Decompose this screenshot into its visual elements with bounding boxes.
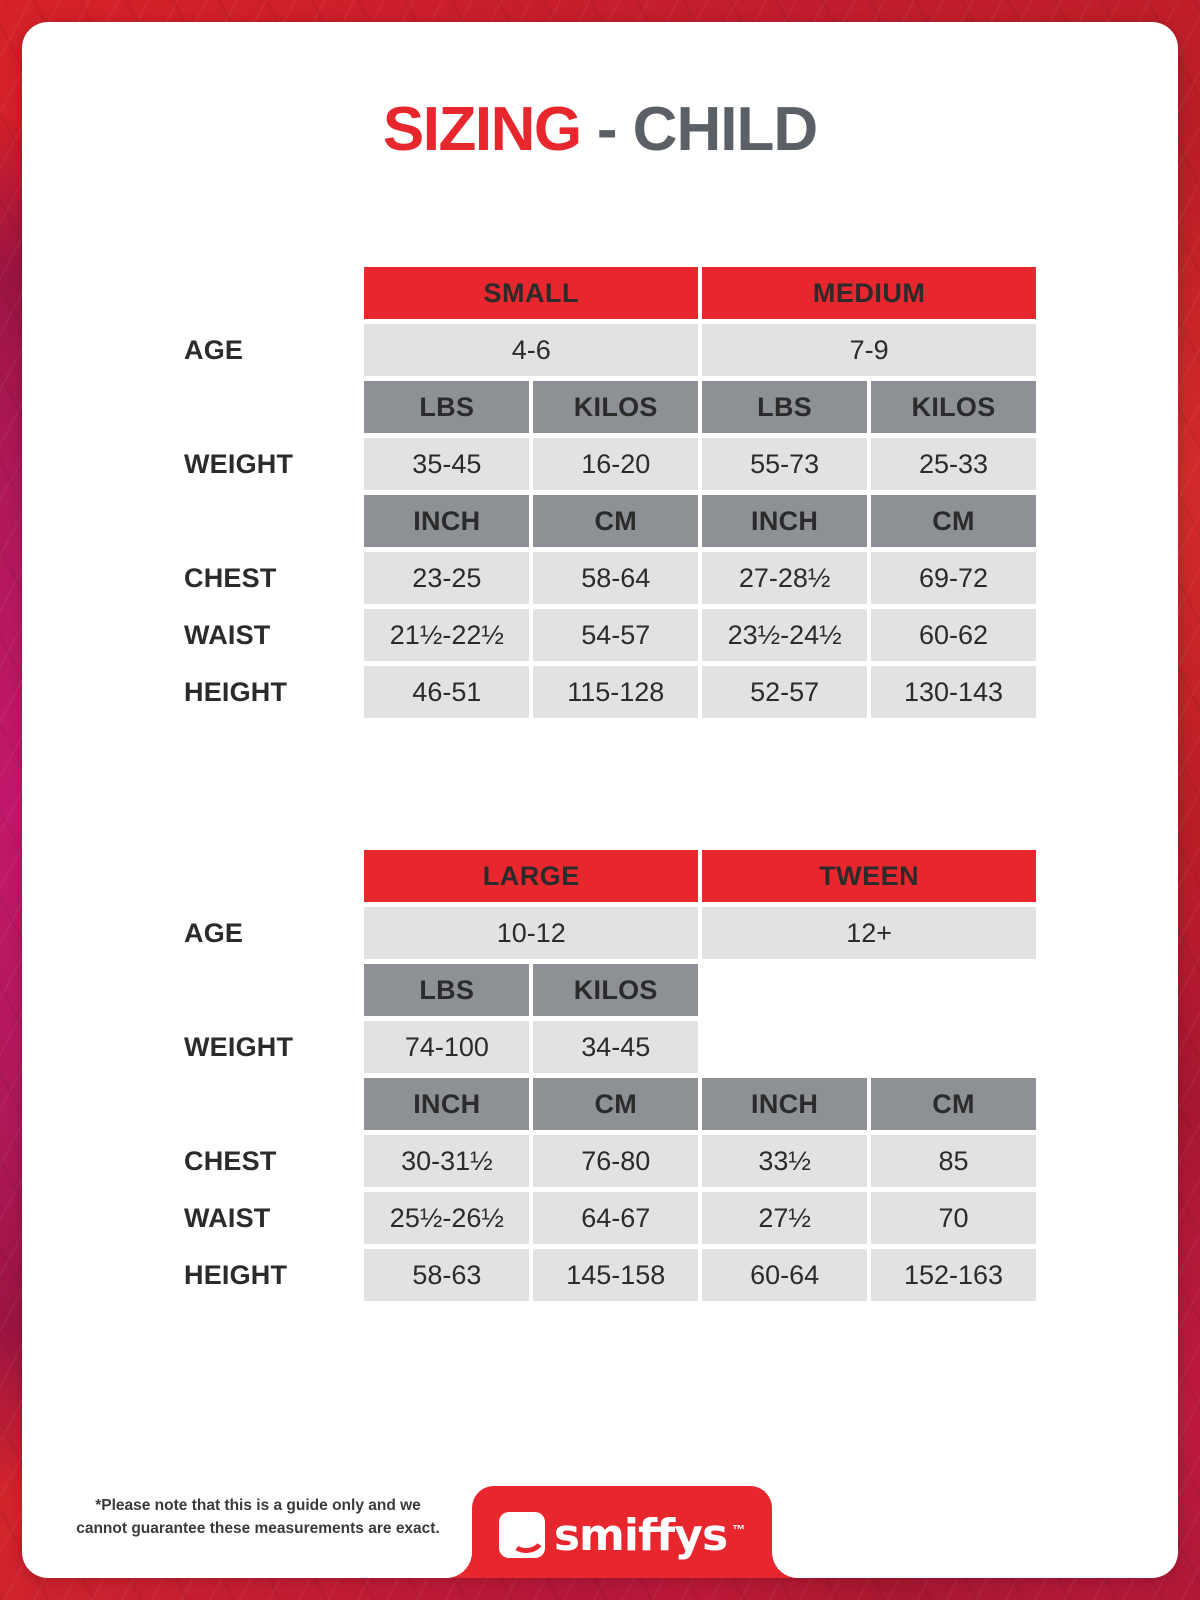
age-large: 10-12	[364, 907, 698, 959]
unit-header-cm-large: CM	[533, 1078, 698, 1130]
size-header-large: LARGE	[364, 850, 698, 902]
smile-icon	[499, 1512, 545, 1558]
weight-medium-kilos: 25-33	[871, 438, 1036, 490]
sizing-table-small-medium	[170, 262, 1040, 723]
weight-large-lbs: 74-100	[364, 1021, 529, 1073]
table-row-height	[174, 666, 1036, 718]
row-label-chest: CHEST	[184, 1145, 277, 1176]
unit-header-cm-medium: CM	[871, 495, 1036, 547]
spacer-cell	[174, 964, 360, 1016]
table-row-waist	[174, 1192, 1036, 1244]
unit-header-cm-tween: CM	[871, 1078, 1036, 1130]
spacer-cell	[174, 1078, 360, 1130]
height-tween-inch: 60-64	[702, 1249, 867, 1301]
table-row-waist	[174, 609, 1036, 661]
table-row-weight	[174, 1021, 1036, 1073]
row-label-age: AGE	[184, 334, 244, 365]
chest-tween-inch: 33½	[702, 1135, 867, 1187]
trademark-symbol: ™	[732, 1521, 746, 1537]
waist-small-cm: 54-57	[533, 609, 698, 661]
brand-wordmark: smiffys	[553, 1509, 728, 1561]
weight-large-kilos: 34-45	[533, 1021, 698, 1073]
row-label-chest: CHEST	[184, 562, 277, 593]
age-tween: 12+	[702, 907, 1036, 959]
spacer-cell	[702, 964, 867, 1016]
corner-cell	[174, 267, 360, 319]
height-medium-inch: 52-57	[702, 666, 867, 718]
weight-small-kilos: 16-20	[533, 438, 698, 490]
unit-header-cm-small: CM	[533, 495, 698, 547]
sizing-chart-card	[22, 22, 1178, 1578]
spacer-cell	[174, 495, 360, 547]
chest-large-inch: 30-31½	[364, 1135, 529, 1187]
row-label-waist: WAIST	[184, 619, 271, 650]
brand-logo-tab	[472, 1486, 772, 1578]
corner-cell	[174, 850, 360, 902]
weight-tween-kilos	[871, 1021, 1036, 1073]
spacer-cell	[174, 381, 360, 433]
chest-medium-inch: 27-28½	[702, 552, 867, 604]
height-large-cm: 145-158	[533, 1249, 698, 1301]
weight-small-lbs: 35-45	[364, 438, 529, 490]
chest-small-inch: 23-25	[364, 552, 529, 604]
unit-header-kilos-small: KILOS	[533, 381, 698, 433]
unit-header-kilos-medium: KILOS	[871, 381, 1036, 433]
table-row-size-header	[174, 267, 1036, 319]
size-header-medium: MEDIUM	[702, 267, 1036, 319]
unit-header-kilos-large: KILOS	[533, 964, 698, 1016]
height-large-inch: 58-63	[364, 1249, 529, 1301]
row-label-weight: WEIGHT	[184, 448, 294, 479]
unit-header-inch-medium: INCH	[702, 495, 867, 547]
height-tween-cm: 152-163	[871, 1249, 1036, 1301]
unit-header-lbs-small: LBS	[364, 381, 529, 433]
size-header-small: SMALL	[364, 267, 698, 319]
waist-tween-inch: 27½	[702, 1192, 867, 1244]
age-medium: 7-9	[702, 324, 1036, 376]
chest-small-cm: 58-64	[533, 552, 698, 604]
unit-header-inch-tween: INCH	[702, 1078, 867, 1130]
waist-large-inch: 25½-26½	[364, 1192, 529, 1244]
waist-small-inch: 21½-22½	[364, 609, 529, 661]
waist-medium-inch: 23½-24½	[702, 609, 867, 661]
row-label-height: HEIGHT	[184, 1259, 288, 1290]
unit-header-lbs-large: LBS	[364, 964, 529, 1016]
row-label-height: HEIGHT	[184, 676, 288, 707]
row-label-age: AGE	[184, 917, 244, 948]
chest-medium-cm: 69-72	[871, 552, 1036, 604]
table-row-chest	[174, 552, 1036, 604]
table-row-weight	[174, 438, 1036, 490]
row-label-weight: WEIGHT	[184, 1031, 294, 1062]
table-row-weight-units	[174, 381, 1036, 433]
table-row-height	[174, 1249, 1036, 1301]
unit-header-lbs-medium: LBS	[702, 381, 867, 433]
height-small-cm: 115-128	[533, 666, 698, 718]
table-row-age	[174, 324, 1036, 376]
chest-large-cm: 76-80	[533, 1135, 698, 1187]
disclaimer-note: *Please note that this is a guide only and we cannot guarantee these measurements are exact.	[76, 1497, 440, 1537]
row-label-waist: WAIST	[184, 1202, 271, 1233]
age-small: 4-6	[364, 324, 698, 376]
table-row-size-header	[174, 850, 1036, 902]
table-row-measure-units	[174, 495, 1036, 547]
table-row-weight-units	[174, 964, 1036, 1016]
page-title	[22, 94, 1178, 165]
waist-large-cm: 64-67	[533, 1192, 698, 1244]
size-header-tween: TWEEN	[702, 850, 1036, 902]
page-title-grey: - CHILD	[596, 95, 818, 164]
sizing-table-large-tween	[170, 845, 1040, 1306]
table-row-chest	[174, 1135, 1036, 1187]
weight-medium-lbs: 55-73	[702, 438, 867, 490]
chest-tween-cm: 85	[871, 1135, 1036, 1187]
unit-header-inch-small: INCH	[364, 495, 529, 547]
unit-header-inch-large: INCH	[364, 1078, 529, 1130]
spacer-cell	[871, 964, 1036, 1016]
height-small-inch: 46-51	[364, 666, 529, 718]
table-row-age	[174, 907, 1036, 959]
page-title-red: SIZING	[382, 95, 581, 164]
waist-tween-cm: 70	[871, 1192, 1036, 1244]
waist-medium-cm: 60-62	[871, 609, 1036, 661]
table-row-measure-units	[174, 1078, 1036, 1130]
weight-tween-lbs	[702, 1021, 867, 1073]
height-medium-cm: 130-143	[871, 666, 1036, 718]
